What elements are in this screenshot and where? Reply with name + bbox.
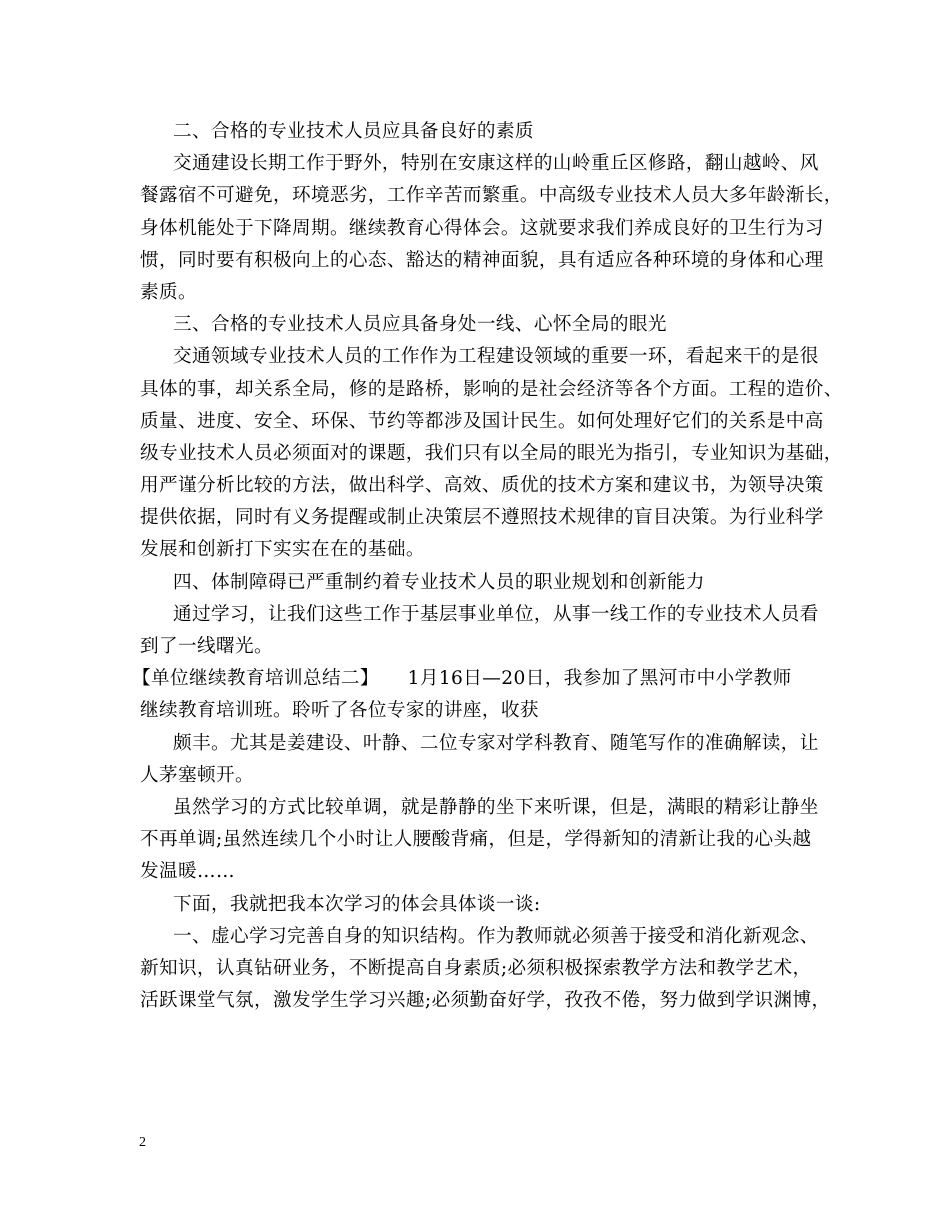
text-line: 下面，我就把我本次学习的体会具体谈一谈: [173, 893, 541, 915]
text-line: 交通建设长期工作于野外，特别在安康这样的山岭重丘区修路，翻山越岭、风 [173, 153, 819, 175]
text-line: 新知识，认真钻研业务，不断提高自身素质;必须积极探索教学方法和教学艺术， [140, 957, 812, 979]
text-line: 活跃课堂气氛，激发学生学习兴趣;必须勤奋好学，孜孜不倦，努力做到学识渊博， [140, 990, 831, 1012]
text-line: 级专业技术人员必须面对的课题，我们只有以全局的眼光为指引，专业知识为基础， [140, 442, 843, 464]
text-line: 提供依据，同时有义务提醒或制止决策层不遵照技术规律的盲目决策。为行业科学 [140, 507, 824, 529]
text-line: 颇丰。尤其是姜建设、叶静、二位专家对学科教育、随笔写作的准确解读，让 [173, 732, 819, 754]
page-number: 2 [139, 1135, 146, 1150]
text-line: 三、合格的专业技术人员应具备身处一线、心怀全局的眼光 [173, 314, 667, 336]
text-line: 继续教育培训班。聆听了各位专家的讲座，收获 [140, 700, 539, 722]
text-line: 虽然学习的方式比较单调，就是静静的坐下来听课，但是，满眼的精彩让静坐 [173, 796, 819, 818]
text-line: 餐露宿不可避免，环境恶劣，工作辛苦而繁重。中高级专业技术人员大多年龄渐长， [140, 185, 843, 207]
text-line: 交通领域专业技术人员的工作作为工程建设领域的重要一环，看起来干的是很 [173, 346, 819, 368]
text-line: 二、合格的专业技术人员应具备良好的素质 [173, 121, 534, 142]
text-line: 【单位继续教育培训总结二】 1月16日—20日，我参加了黑河市中小学教师 [132, 668, 792, 690]
text-line: 用严谨分析比较的方法，做出科学、高效、质优的技术方案和建议书，为领导决策 [140, 475, 824, 497]
document-body [132, 116, 843, 1017]
text-line: 具体的事，却关系全局，修的是路桥，影响的是社会经济等各个方面。工程的造价、 [140, 378, 843, 400]
text-line: 惯，同时要有积极向上的心态、豁达的精神面貌，具有适应各种环境的身体和心理 [140, 249, 824, 271]
text-line: 素质。 [140, 281, 197, 303]
text-line: 四、体制障碍已严重制约着专业技术人员的职业规划和创新能力 [173, 571, 705, 593]
text-line: 通过学习，让我们这些工作于基层事业单位，从事一线工作的专业技术人员看 [173, 603, 819, 625]
text-line: 一、虚心学习完善自身的知识结构。作为教师就必须善于接受和消化新观念、 [173, 925, 819, 947]
text-line: 不再单调;虽然连续几个小时让人腰酸背痛，但是，学得新知的清新让我的心头越 [140, 829, 812, 851]
text-line: 身体机能处于下降周期。继续教育心得体会。这就要求我们养成良好的卫生行为习 [140, 217, 824, 239]
text-line: 发温暖…… [140, 861, 235, 883]
text-line: 到了一线曙光。 [140, 636, 273, 657]
text-line: 发展和创新打下实实在在的基础。 [140, 539, 425, 561]
text-line: 质量、进度、安全、环保、节约等都涉及国计民生。如何处理好它们的关系是中高 [140, 410, 824, 432]
text-line: 人茅塞顿开。 [140, 764, 254, 786]
